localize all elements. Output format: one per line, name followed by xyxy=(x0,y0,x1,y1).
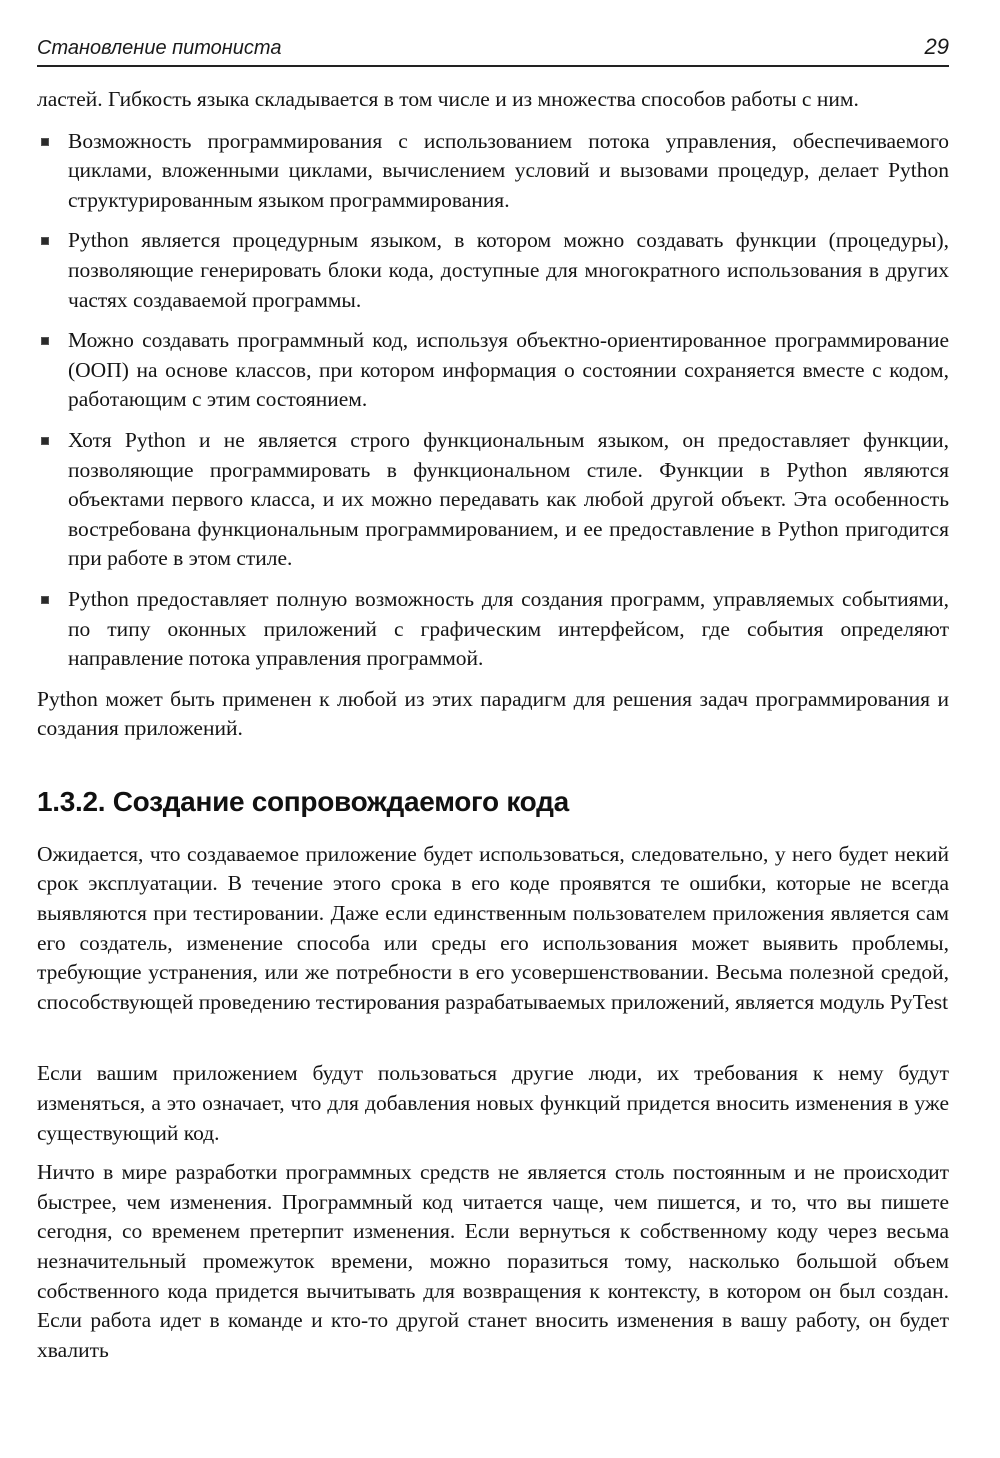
square-bullet-icon xyxy=(41,596,49,604)
square-bullet-icon xyxy=(41,237,49,245)
list-item xyxy=(37,326,949,415)
section-paragraph: Ничто в мире разработки программных средств не является столь постоянным и не происходит быстрее, чем изменения. Программный код читается чаще, чем пишется, и то, что вы пишете сегодня, со временем претерпит изменения. Если вернуться к собственному коду через весьма незначительный промежуток времени, можно поразиться тому, насколько большой объем собственного кода придется вычитывать для возвращения к контексту, в котором он был создан. Если работа идет в команде и кто-то другой станет вносить изменения в вашу работу, он будет хвалить xyxy=(37,1160,949,1362)
paradigm-list xyxy=(37,127,949,674)
list-item-text: Можно создавать программный код, используя объектно-ориентированное программирование (ООП) на основе классов, при котором информация о состоянии сохраняется вместе с кодом, работающим с этим состоянием. xyxy=(68,328,949,412)
list-item-text: Python предоставляет полную возможность для создания программ, управляемых событиями, по типу оконных приложений с графическим интерфейсом, где события определяют направление потока управления программой. xyxy=(68,586,949,671)
list-item xyxy=(37,426,949,574)
intro-paragraph: ластей. Гибкость языка складывается в том числе и из множества способов работы с ним. xyxy=(37,87,859,111)
page-number: 29 xyxy=(924,34,949,59)
list-item xyxy=(37,226,949,315)
list-item-text: Возможность программирования с использованием потока управления, обеспечиваемого циклами, вложенными циклами, вычислением условий и вызовами процедур, делает Python структурированным языком программирования. xyxy=(68,128,949,212)
book-page xyxy=(37,30,949,1365)
running-title: Становление питониста xyxy=(37,37,282,59)
list-item-text: Python является процедурным языком, в котором можно создавать функции (процедуры), позволяющие генерировать блоки кода, доступные для многократного использования в других частях создаваемой программы. xyxy=(68,228,949,312)
list-item-text: Хотя Python и не является строго функциональным языком, он предоставляет функции, позволяющие программировать в функциональном стиле. Функции в Python являются объектами первого класса, и их можно передавать как любой другой объект. Эта особенность востребована функциональным программированием, и ее предоставление в Python пригодится при работе в этом стиле. xyxy=(68,427,949,571)
section-paragraph: Если вашим приложением будут пользоваться другие люди, их требования к нему будут изменяться, а это означает, что для добавления новых функций придется вносить изменения в уже существующий код. xyxy=(37,1061,949,1145)
square-bullet-icon xyxy=(41,337,49,345)
section-paragraph: Ожидается, что создаваемое приложение будет использоваться, следовательно, у него будет некий срок эксплуатации. В течение этого срока в его коде проявятся те ошибки, которые не всегда выявляются при тестировании. Даже если единственным пользователем приложения является сам его создатель, изменение способа или среды его использования может выявить проблемы, требующие устранения, или же потребности в его усовершенствовании. Весьма полезной средой, способствующей проведению тестирования разрабатываемых приложений, является модуль PyTest xyxy=(37,841,949,1014)
section-heading: 1.3.2. Создание сопровождаемого кода xyxy=(37,785,569,817)
running-header xyxy=(37,30,949,67)
list-item xyxy=(37,585,949,674)
summary-paragraph: Python может быть применен к любой из этих парадигм для решения задач программирования и создания приложений. xyxy=(37,686,949,741)
square-bullet-icon xyxy=(41,437,49,445)
list-item xyxy=(37,127,949,216)
square-bullet-icon xyxy=(41,138,49,146)
